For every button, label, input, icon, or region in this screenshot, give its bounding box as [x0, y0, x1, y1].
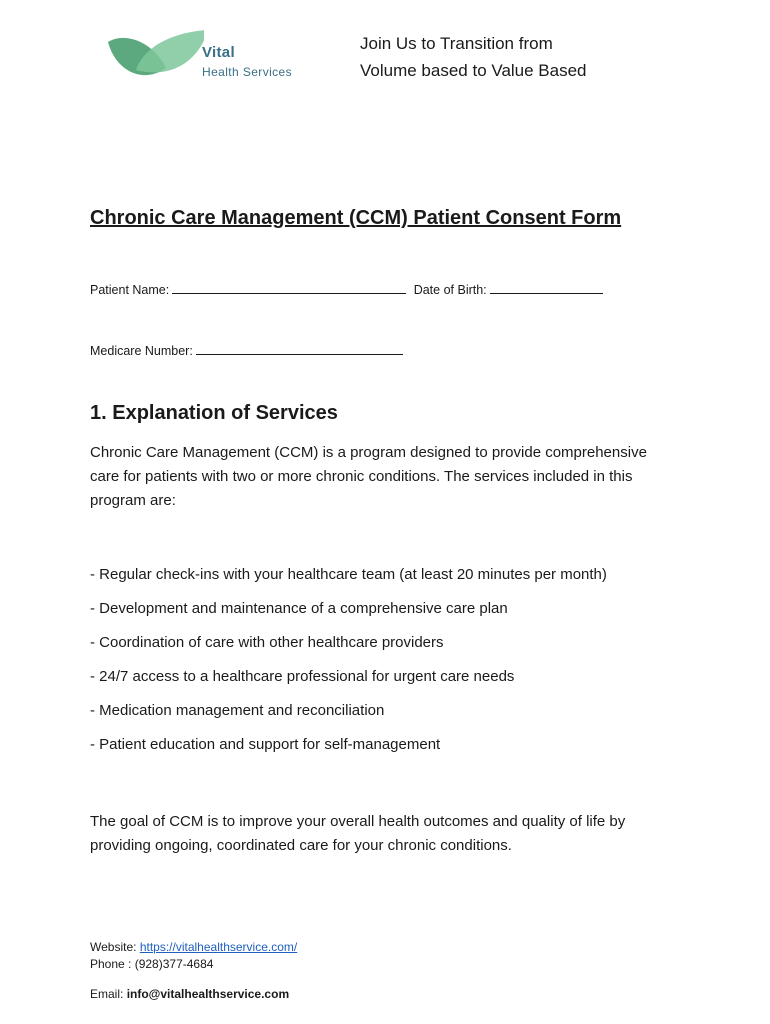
form-title: Chronic Care Management (CCM) Patient Consent Form	[90, 207, 622, 229]
patient-name-label: Patient Name:	[90, 283, 170, 297]
patient-name-field[interactable]	[172, 280, 406, 294]
leaf-logo-icon	[104, 28, 204, 86]
logo-subtitle: Health Services	[202, 65, 293, 79]
logo-name: Vital	[202, 44, 235, 61]
email-address[interactable]: info@vitalhealthservice.com	[126, 987, 290, 1001]
list-item: - Regular check-ins with your healthcare team (at least 20 minutes per month)	[90, 566, 607, 583]
list-item: - 24/7 access to a healthcare professional for urgent care needs	[90, 668, 515, 685]
website-label: Website:	[90, 940, 137, 954]
intro-paragraph: Chronic Care Management (CCM) is a program designed to provide comprehensive care for patients with two or more chronic conditions. The services included in this program are:	[90, 444, 647, 509]
list-item: - Coordination of care with other healthcare providers	[90, 634, 444, 651]
tagline-line-2: Volume based to Value Based	[360, 61, 587, 80]
medicare-field[interactable]	[196, 341, 403, 355]
patient-info-row	[90, 280, 603, 297]
goal-paragraph: The goal of CCM is to improve your overall health outcomes and quality of life by providing ongoing, coordinated care for your chronic conditions.	[90, 813, 626, 854]
medicare-row	[90, 341, 403, 358]
email-label: Email:	[90, 987, 124, 1001]
company-logo	[104, 28, 334, 86]
list-item: - Medication management and reconciliation	[90, 702, 385, 719]
footer-phone: Phone : (928)377-4684	[90, 957, 214, 971]
medicare-label: Medicare Number:	[90, 344, 193, 358]
footer-email	[90, 987, 289, 1001]
website-link[interactable]: https://vitalhealthservice.com/	[139, 940, 298, 954]
tagline	[360, 30, 587, 84]
section-heading: 1. Explanation of Services	[90, 402, 338, 424]
services-list	[90, 563, 690, 767]
dob-field[interactable]	[490, 280, 603, 294]
tagline-line-1: Join Us to Transition from	[360, 34, 553, 53]
list-item: - Patient education and support for self-management	[90, 736, 441, 753]
footer-website	[90, 940, 297, 954]
list-item: - Development and maintenance of a comprehensive care plan	[90, 600, 508, 617]
dob-label: Date of Birth:	[413, 283, 487, 297]
